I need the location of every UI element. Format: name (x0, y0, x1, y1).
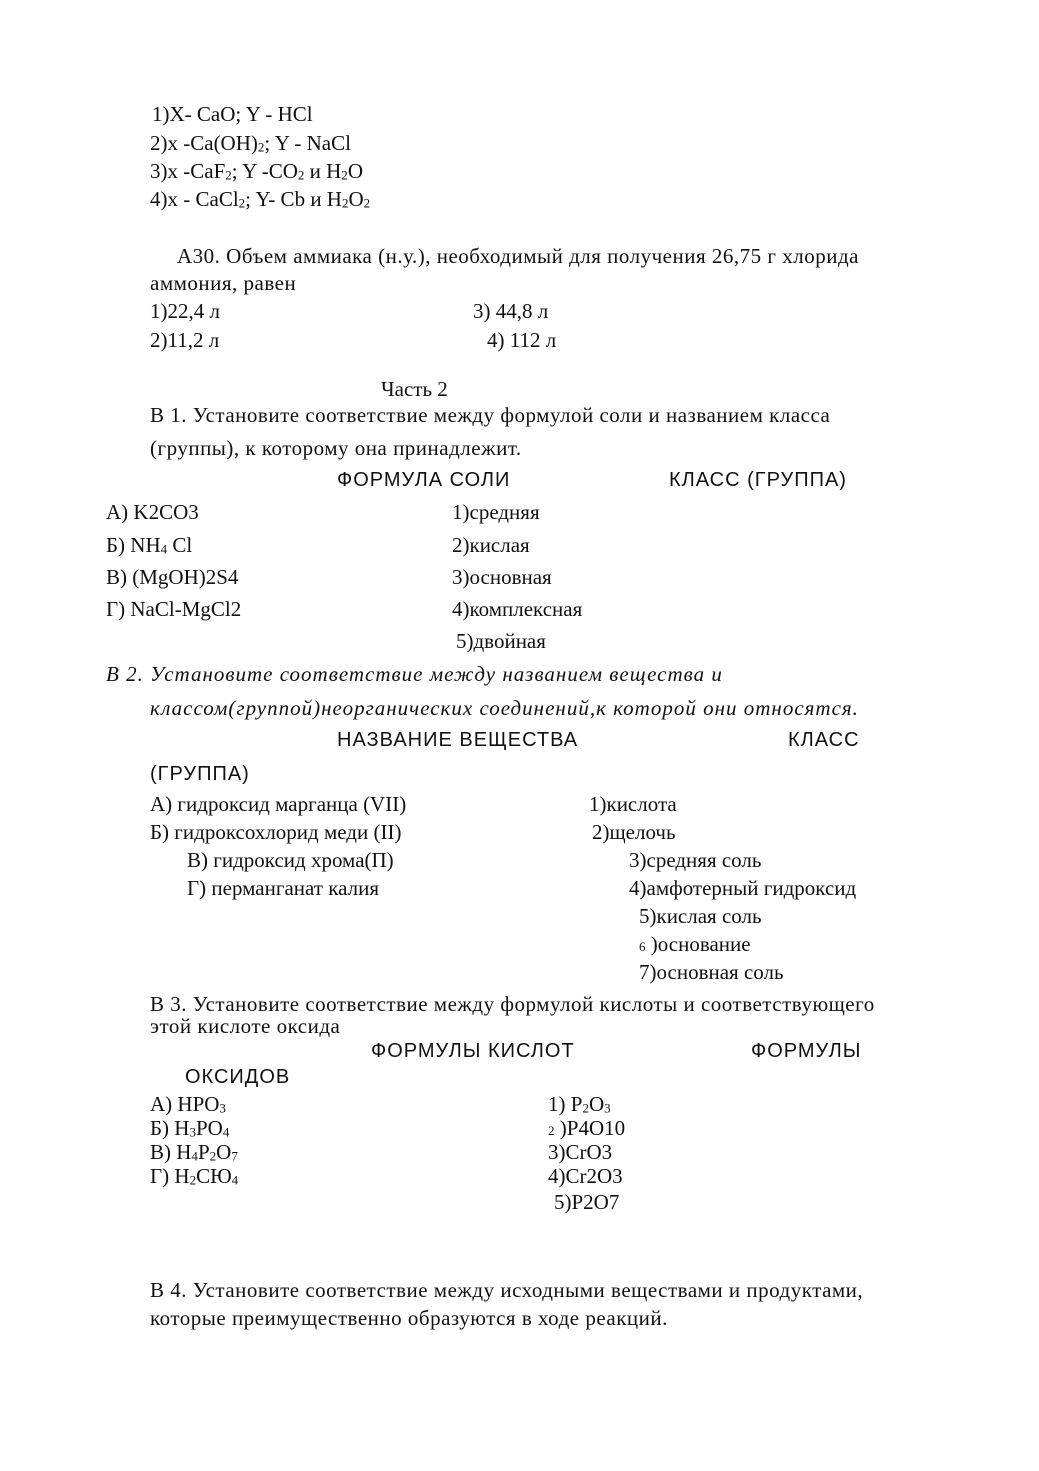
a29-option-2: 2)x $-Ca(OH)_2$; Y - NaCl (150, 131, 351, 155)
a30-option-1: 1)22,4 л (150, 299, 220, 323)
b2-item-v: В) гидроксид хрома(П) (187, 848, 394, 872)
b1-item-v: В) (MgOH)2S4 (106, 565, 239, 589)
b2-item-a: А) гидроксид марганца (VII) (150, 792, 407, 816)
b3-item-b: Б) $H_3PO_4$ (150, 1116, 230, 1140)
b2-question-line1: В 2. Установите соответствие между названием вещества и (106, 662, 723, 686)
a30-question-line1: А30. Объем аммиака (н.у.), необходимый для получения 26,75 г хлорида (177, 244, 859, 268)
b3-question-line1: В 3. Установите соответствие между формулой кислоты и соответствующего (150, 992, 875, 1016)
b2-class-2: 2)щелочь (592, 820, 676, 844)
a29-option-1: 1)X- CaO; Y - HCl (152, 102, 313, 126)
b1-question-line2: (группы), к которому она принадлежит. (150, 436, 522, 460)
b3-oxide-2: 2 )P4O10 (548, 1116, 626, 1140)
b4-question-line2: которые преимущественно образуются в ходе реакций. (150, 1306, 668, 1330)
b1-class-3: 3)основная (452, 565, 552, 589)
b3-item-a: А) $HPO_3$ (150, 1092, 226, 1116)
b2-class-7: 7)основная соль (639, 960, 784, 984)
b2-item-b: Б) гидроксохлорид меди (II) (150, 820, 402, 844)
a30-question-line2: аммония, равен (150, 271, 297, 295)
b1-class-2: 2)кислая (452, 533, 530, 557)
a30-option-4: 4) 112 л (487, 328, 557, 352)
b3-question-line2: этой кислоте оксида (150, 1014, 341, 1038)
b3-item-v: В) $H_4P_2O_7$ (150, 1140, 238, 1164)
b1-question-line1: В 1. Установите соответствие между формулой соли и названием класса (150, 403, 831, 427)
b1-item-b: Б) $NH_4$ Cl (106, 533, 193, 557)
b3-oxide-1: 1) $P_2O_3$ (548, 1092, 611, 1116)
b3-oxide-4: 4)Cr2O3 (548, 1164, 623, 1188)
b3-item-g: Г) $H_2CЮ_4$ (150, 1164, 239, 1188)
a30-option-2: 2)11,2 л (150, 328, 220, 352)
b1-header-class: КЛАСС (ГРУППА) (669, 469, 847, 491)
a29-option-3: 3)x -CaF$_2$; Y $-CO_2$ и $H_2O$ (150, 159, 363, 183)
b4-question-line1: В 4. Установите соответствие между исходными веществами и продуктами, (150, 1278, 864, 1302)
b3-oxide-3: 3)CrO3 (548, 1140, 613, 1164)
b1-header-formula: ФОРМУЛА СОЛИ (337, 469, 511, 491)
b2-question-line2: классом(группой)неорганических соединений,к которой они относятся. (150, 696, 859, 720)
a30-option-3: 3) 44,8 л (473, 299, 549, 323)
b2-class-4: 4)амфотерный гидроксид (629, 876, 857, 900)
b2-item-g: Г) перманганат калия (187, 876, 379, 900)
b1-class-4: 4)комплексная (452, 597, 583, 621)
b2-class-5: 5)кислая соль (639, 904, 762, 928)
b1-class-5: 5)двойная (456, 629, 546, 653)
b2-header-name: НАЗВАНИЕ ВЕЩЕСТВА (337, 729, 579, 751)
b1-item-a: А) K2CO3 (106, 500, 199, 524)
b2-class-3: 3)средняя соль (629, 848, 762, 872)
b2-header-class: КЛАСС (788, 729, 860, 751)
part2-title: Часть 2 (381, 377, 448, 401)
a29-option-4: 4)x - CaCl$_2$; Y- Cb и $H_2O_2$ (150, 187, 371, 211)
b1-class-1: 1)средняя (452, 500, 540, 524)
b2-class-6: 6 )основание (639, 932, 751, 956)
b3-header-acids: ФОРМУЛЫ КИСЛОТ (371, 1040, 575, 1062)
b2-header-class-cont: (ГРУППА) (150, 763, 250, 785)
b3-header-oxides: ФОРМУЛЫ (751, 1040, 862, 1062)
b3-oxide-5: 5)P2O7 (554, 1190, 620, 1214)
b3-header-oxides-cont: ОКСИДОВ (185, 1066, 291, 1088)
b1-item-g: Г) NaCl-MgCl2 (106, 597, 242, 621)
b2-class-1: 1)кислота (589, 792, 677, 816)
